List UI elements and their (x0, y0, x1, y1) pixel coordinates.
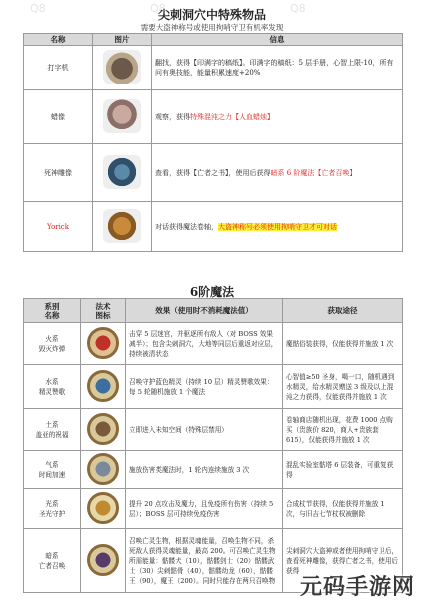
dark-summon-icon (87, 544, 119, 576)
section1-title: 尖刺洞穴中特殊物品 (157, 8, 266, 22)
spell-name: 光系 圣光守护 (24, 489, 81, 529)
watermark-logo: 元码手游网 (300, 575, 416, 600)
item-info-highlight: 暗系 6 阶魔法【亡者召唤】 (270, 168, 357, 177)
spell-source: 卷轴商店随机出现，花费 1000 点购买（贵族价 820，商人+贵族套 615），仅能获得并施放 1 次 (283, 409, 403, 451)
table-row (24, 46, 403, 90)
table-row (24, 409, 403, 451)
header-icon: 法术 图标 (81, 299, 126, 323)
special-items-table (23, 33, 403, 252)
table-row (24, 90, 403, 144)
table-row (24, 451, 403, 489)
table-row (24, 144, 403, 202)
item-name: Yorick (24, 202, 93, 252)
spell-name: 土系 盖亚的祝福 (24, 409, 81, 451)
spell-name: 火系 毁灭炸弹 (24, 323, 81, 365)
item-info-highlight: 大盗神称号必须使用拘哨守卫才可对话 (218, 222, 337, 231)
spell-effect: 提升 20 点攻击及魔力，且免疫所有伤害（持续 5 层）；BOSS 层可持续免疫伤害 (126, 489, 283, 529)
header-effect: 效果（使用时不消耗魔法值） (126, 299, 283, 323)
spell-source: 混乱实验室骷塔 6 层装备，可重复获得 (283, 451, 403, 489)
spell-effect: 召唤亡灵生物，根据灵魂能量，召唤生物不同，杀死敌人获得灵魂能量，最高 200。可召唤亡灵生物所需能量：骷髅犬（10），骷髅剑士（20）骷髅武士（30）尖刺骷骨（40），骷髅幼龙（60），骷髅王（90），魔王（200）。同时只能存在两只召唤物 (126, 529, 283, 593)
item-info: 观察，获得 (155, 112, 190, 121)
watermark-ghost: Q8 (150, 2, 166, 15)
spell-name: 气系 时间加速 (24, 451, 81, 489)
table-row (24, 365, 403, 409)
table-row (24, 489, 403, 529)
yorick-icon (103, 209, 141, 243)
header-school: 系别 名称 (24, 299, 81, 323)
item-info: 对话获得魔法卷轴， (155, 222, 218, 231)
reaper-altar-icon (103, 155, 141, 189)
spell-effect: 施放伤害类魔法时，1 轮内连续施放 3 次 (126, 451, 283, 489)
section1-subtitle: 需要大盗神称号或使用拘哨守卫有机率发现 (140, 23, 284, 32)
item-name: 死神雕像 (24, 144, 93, 202)
item-name: 蜡像 (24, 90, 93, 144)
spell-source: 合成杖节获得，仅能获得并施放 1 次，与旧吉七节杖权被删除 (283, 489, 403, 529)
header-source: 获取途径 (283, 299, 403, 323)
table-row (24, 202, 403, 252)
spell-source: 心智值≥50 圣身，喝一口，随机遇到水精灵，给水精灵赠送 3 级及以上混沌之力获得，仅能获得并施放 1 次 (283, 365, 403, 409)
section2-title: 6阶魔法 (189, 285, 235, 299)
item-info-highlight: 特殊混沌之力【人血蜡烛】 (190, 112, 274, 121)
wax-statue-icon (103, 99, 141, 133)
magic-table (23, 298, 403, 593)
item-info: 翻找，获得【印满字的稿纸】。印满字的稿纸：5 层手册，心智上限-10，所有问有奥技能，能量积累速度+20% (152, 46, 403, 90)
header-info: 信息 (152, 34, 403, 46)
typewriter-icon (103, 50, 141, 84)
spell-source: 尖刺洞穴大盗神或者使用拘哨守卫后，查看死神雕像，获得亡者之书，使用后获得 (283, 529, 403, 593)
spell-source: 魔骷俗装获得，仅能获得并施放 1 次 (283, 323, 403, 365)
fire-bomb-icon (87, 327, 119, 359)
spell-name: 水系 精灵赞歌 (24, 365, 81, 409)
spell-name: 暗系 亡者召唤 (24, 529, 81, 593)
item-info: 查看，获得【亡者之书】，使用后获得 (155, 168, 271, 177)
spell-effect: 击穿 5 层迷宫，并驱逐所有敌人（对 BOSS 效果减半）；包含尖刺洞穴，大地等同层后重返对应层，持续被清状态 (126, 323, 283, 365)
watermark-ghost: Q8 (290, 2, 306, 15)
spell-effect: 召唤守护蓝色精灵（持续 10 层）精灵赞歌效果：每 5 轮随机施放 1 个魔法 (126, 365, 283, 409)
earth-gaia-icon (87, 413, 119, 445)
item-name: 打字机 (24, 46, 93, 90)
header-name: 名称 (24, 34, 93, 46)
light-guard-icon (87, 492, 119, 524)
watermark-ghost: Q8 (30, 2, 46, 15)
table-row (24, 323, 403, 365)
header-image: 图片 (93, 34, 152, 46)
water-spirit-icon (87, 370, 119, 402)
spell-effect: 立即进入未知空间（特殊层禁用） (126, 409, 283, 451)
air-time-icon (87, 453, 119, 485)
